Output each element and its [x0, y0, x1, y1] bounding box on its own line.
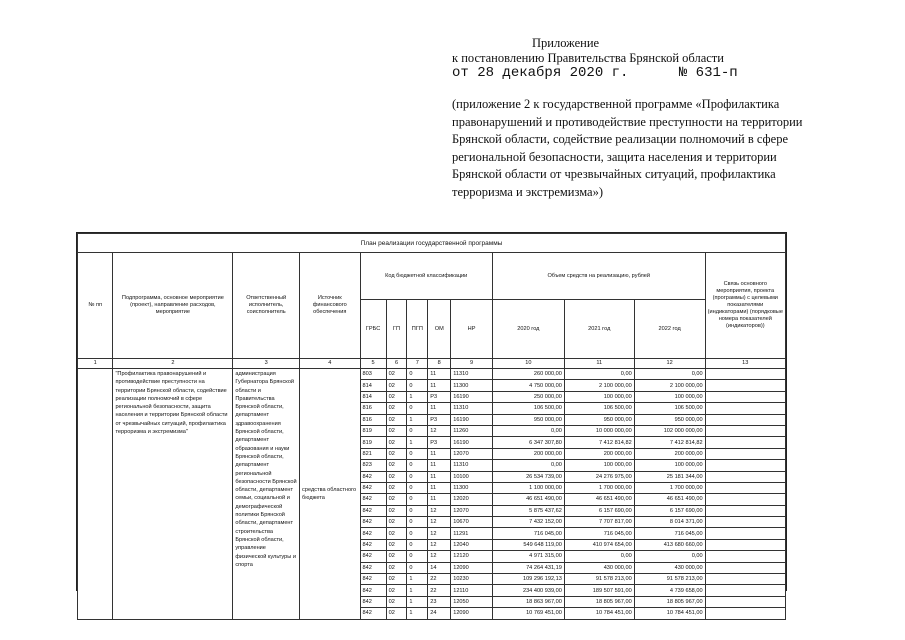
amount-2020-cell: 0,00 — [492, 460, 564, 471]
indicator-link-cell — [705, 369, 785, 380]
amount-2020-cell: 106 500,00 — [492, 403, 564, 414]
amount-2020-cell: 5 875 437,62 — [492, 505, 564, 516]
nr-cell: 11310 — [451, 369, 493, 380]
gp-cell: 02 — [386, 414, 407, 425]
amount-2021-cell: 91 578 213,00 — [564, 574, 634, 585]
grbs-cell: 816 — [360, 403, 386, 414]
gp-cell: 02 — [386, 551, 407, 562]
note-line: региональной безопасности, защита населения и территории — [452, 149, 777, 164]
amount-2020-cell: 18 863 967,00 — [492, 596, 564, 607]
amount-2020-cell: 260 000,00 — [492, 369, 564, 380]
nr-cell: 12090 — [451, 608, 493, 619]
grbs-cell: 816 — [360, 414, 386, 425]
om-cell: 12 — [428, 517, 451, 528]
amount-2021-cell: 10 000 000,00 — [564, 425, 634, 436]
amount-2021-cell: 100 000,00 — [564, 460, 634, 471]
amount-2022-cell: 46 651 490,00 — [634, 494, 705, 505]
plan-table-container — [76, 232, 787, 617]
gp-cell: 02 — [386, 482, 407, 493]
gp-cell: 02 — [386, 596, 407, 607]
om-cell: 11 — [428, 471, 451, 482]
amount-2020-cell: 74 264 431,19 — [492, 562, 564, 573]
amount-2020-cell: 950 000,00 — [492, 414, 564, 425]
nr-cell: 16190 — [451, 391, 493, 402]
grbs-cell: 814 — [360, 391, 386, 402]
nr-cell: 12110 — [451, 585, 493, 596]
column-number: 1 — [78, 359, 113, 369]
header-2022: 2022 год — [634, 300, 705, 359]
amount-2021-cell: 24 276 975,00 — [564, 471, 634, 482]
appendix-title: Приложение — [532, 36, 600, 50]
nr-cell: 16190 — [451, 414, 493, 425]
grbs-cell: 842 — [360, 562, 386, 573]
gp-cell: 02 — [386, 585, 407, 596]
gp-cell: 02 — [386, 494, 407, 505]
header-source: Источник финансового обеспечения — [300, 253, 360, 359]
indicator-link-cell — [705, 482, 785, 493]
pgp-cell: 1 — [407, 596, 428, 607]
amount-2020-cell: 716 045,00 — [492, 528, 564, 539]
column-number: 9 — [451, 359, 493, 369]
amount-2022-cell: 430 000,00 — [634, 562, 705, 573]
pgp-cell: 0 — [407, 460, 428, 471]
amount-2021-cell: 950 000,00 — [564, 414, 634, 425]
executor-cell: администрация Губернатора Брянской области и Правительства Брянской области, департамент здравоохранения Брянской области, департамент образования и науки Брянской области, департамент региональной безопасности Брянской области, департамент семьи, социальной и демографической политики Брянской области, департамент строительства Брянской области, управление физической культуры и спорта — [233, 369, 300, 620]
gp-cell: 02 — [386, 369, 407, 380]
gp-cell: 02 — [386, 460, 407, 471]
pgp-cell: 0 — [407, 403, 428, 414]
gp-cell: 02 — [386, 425, 407, 436]
pgp-cell: 0 — [407, 369, 428, 380]
amount-2021-cell: 46 651 490,00 — [564, 494, 634, 505]
amount-2020-cell: 4 971 315,00 — [492, 551, 564, 562]
pgp-cell: 0 — [407, 551, 428, 562]
amount-2022-cell: 8 014 371,00 — [634, 517, 705, 528]
pgp-cell: 0 — [407, 482, 428, 493]
column-number: 10 — [492, 359, 564, 369]
om-cell: 22 — [428, 574, 451, 585]
gp-cell: 02 — [386, 539, 407, 550]
om-cell: 12 — [428, 425, 451, 436]
gp-cell: 02 — [386, 608, 407, 619]
column-number: 6 — [386, 359, 407, 369]
grbs-cell: 842 — [360, 539, 386, 550]
header-kbk: Код бюджетной классификации — [360, 253, 492, 300]
amount-2021-cell: 18 805 967,00 — [564, 596, 634, 607]
column-number: 8 — [428, 359, 451, 369]
gp-cell: 02 — [386, 448, 407, 459]
indicator-link-cell — [705, 448, 785, 459]
amount-2021-cell: 2 100 000,00 — [564, 380, 634, 391]
amount-2021-cell: 0,00 — [564, 551, 634, 562]
indicator-link-cell — [705, 608, 785, 619]
indicator-link-cell — [705, 551, 785, 562]
amount-2021-cell: 100 000,00 — [564, 391, 634, 402]
amount-2021-cell: 7 707 817,00 — [564, 517, 634, 528]
amount-2021-cell: 189 507 591,00 — [564, 585, 634, 596]
gp-cell: 02 — [386, 505, 407, 516]
column-number: 11 — [564, 359, 634, 369]
indicator-link-cell — [705, 505, 785, 516]
pgp-cell: 1 — [407, 574, 428, 585]
pgp-cell: 1 — [407, 585, 428, 596]
amount-2022-cell: 25 181 344,00 — [634, 471, 705, 482]
amount-2021-cell: 716 045,00 — [564, 528, 634, 539]
header-2020: 2020 год — [492, 300, 564, 359]
nr-cell: 11300 — [451, 482, 493, 493]
plan-table-body — [78, 369, 786, 620]
amount-2022-cell: 200 000,00 — [634, 448, 705, 459]
nr-cell: 12040 — [451, 539, 493, 550]
column-numbers-row — [78, 359, 786, 369]
nr-cell: 10230 — [451, 574, 493, 585]
amount-2021-cell: 200 000,00 — [564, 448, 634, 459]
om-cell: 11 — [428, 482, 451, 493]
grbs-cell: 842 — [360, 585, 386, 596]
nr-cell: 11291 — [451, 528, 493, 539]
amount-2022-cell: 100 000,00 — [634, 391, 705, 402]
indicator-link-cell — [705, 403, 785, 414]
header-npp: № пп — [78, 253, 113, 359]
grbs-cell: 803 — [360, 369, 386, 380]
column-number: 2 — [113, 359, 233, 369]
om-cell: Р3 — [428, 437, 451, 448]
grbs-cell: 842 — [360, 551, 386, 562]
om-cell: 14 — [428, 562, 451, 573]
nr-cell: 11300 — [451, 380, 493, 391]
grbs-cell: 819 — [360, 425, 386, 436]
header-om: ОМ — [428, 300, 451, 359]
om-cell: 23 — [428, 596, 451, 607]
om-cell: 11 — [428, 380, 451, 391]
gp-cell: 02 — [386, 380, 407, 391]
om-cell: 11 — [428, 403, 451, 414]
amount-2022-cell: 18 805 967,00 — [634, 596, 705, 607]
om-cell: 11 — [428, 460, 451, 471]
om-cell: 11 — [428, 448, 451, 459]
header-2021: 2021 год — [564, 300, 634, 359]
gp-cell: 02 — [386, 471, 407, 482]
header-nr: НР — [451, 300, 493, 359]
gp-cell: 02 — [386, 391, 407, 402]
amount-2022-cell: 0,00 — [634, 551, 705, 562]
pgp-cell: 0 — [407, 471, 428, 482]
amount-2021-cell: 6 157 690,00 — [564, 505, 634, 516]
column-number: 3 — [233, 359, 300, 369]
nr-cell: 12120 — [451, 551, 493, 562]
om-cell: Р3 — [428, 391, 451, 402]
grbs-cell: 842 — [360, 494, 386, 505]
amount-2022-cell: 100 000,00 — [634, 460, 705, 471]
grbs-cell: 823 — [360, 460, 386, 471]
indicator-link-cell — [705, 562, 785, 573]
amount-2022-cell: 0,00 — [634, 369, 705, 380]
om-cell: Р3 — [428, 414, 451, 425]
gp-cell: 02 — [386, 517, 407, 528]
amount-2020-cell: 46 651 490,00 — [492, 494, 564, 505]
appendix-date-line — [452, 66, 782, 81]
amount-2021-cell: 430 000,00 — [564, 562, 634, 573]
amount-2022-cell: 6 157 690,00 — [634, 505, 705, 516]
header-executor: Ответственный исполнитель, соисполнитель — [233, 253, 300, 359]
indicator-link-cell — [705, 585, 785, 596]
plan-table — [77, 233, 786, 620]
amount-2021-cell: 1 700 000,00 — [564, 482, 634, 493]
date-prefix: от — [452, 65, 469, 81]
header-link: Связь основного мероприятия, проекта (программы) с целевыми показателями (индикаторами) (порядковые номера показателей (индикаторов)) — [705, 253, 785, 359]
pgp-cell: 1 — [407, 414, 428, 425]
nr-cell: 12020 — [451, 494, 493, 505]
grbs-cell: 842 — [360, 596, 386, 607]
om-cell: 12 — [428, 539, 451, 550]
amount-2022-cell: 4 739 658,00 — [634, 585, 705, 596]
indicator-link-cell — [705, 391, 785, 402]
program-note — [452, 96, 803, 201]
om-cell: 12 — [428, 528, 451, 539]
om-cell: 11 — [428, 369, 451, 380]
grbs-cell: 814 — [360, 380, 386, 391]
amount-2021-cell: 410 974 654,00 — [564, 539, 634, 550]
grbs-cell: 842 — [360, 608, 386, 619]
om-cell: 24 — [428, 608, 451, 619]
amount-2022-cell: 10 784 451,00 — [634, 608, 705, 619]
nr-cell: 11260 — [451, 425, 493, 436]
amount-2022-cell: 7 412 814,82 — [634, 437, 705, 448]
amount-2022-cell: 1 700 000,00 — [634, 482, 705, 493]
amount-2022-cell: 413 680 660,00 — [634, 539, 705, 550]
column-number: 7 — [407, 359, 428, 369]
pgp-cell: 0 — [407, 505, 428, 516]
pgp-cell: 1 — [407, 437, 428, 448]
header-pgp: ПГП — [407, 300, 428, 359]
program-name-cell: "Профилактика правонарушений и противодействие преступности на территории Брянской области, содействие реализации полномочий в сфере региональной безопасности, защита населения и территории Брянской области от чрезвычайных ситуаций, профилактика терроризма и экстремизма" — [113, 369, 233, 620]
amount-2020-cell: 26 534 739,00 — [492, 471, 564, 482]
plan-table-title: План реализации государственной программы — [78, 234, 786, 253]
indicator-link-cell — [705, 425, 785, 436]
amount-2022-cell: 91 578 213,00 — [634, 574, 705, 585]
resolution-date: 28 декабря 2020 г. — [477, 65, 629, 81]
grbs-cell: 842 — [360, 482, 386, 493]
indicator-link-cell — [705, 414, 785, 425]
gp-cell: 02 — [386, 574, 407, 585]
note-line: Брянской области от чрезвычайных ситуаций, профилактика — [452, 167, 776, 181]
pgp-cell: 1 — [407, 391, 428, 402]
amount-2020-cell: 7 432 152,00 — [492, 517, 564, 528]
note-line: терроризма и экстремизма») — [452, 184, 604, 199]
amount-2020-cell: 549 648 119,00 — [492, 539, 564, 550]
grbs-cell: 842 — [360, 505, 386, 516]
indicator-link-cell — [705, 574, 785, 585]
amount-2022-cell: 106 500,00 — [634, 403, 705, 414]
nr-cell: 12070 — [451, 505, 493, 516]
indicator-link-cell — [705, 528, 785, 539]
amount-2022-cell: 716 045,00 — [634, 528, 705, 539]
row-number-cell — [78, 369, 113, 620]
column-number: 13 — [705, 359, 785, 369]
header-volume: Объем средств на реализацию, рублей — [492, 253, 705, 300]
amount-2020-cell: 109 296 192,13 — [492, 574, 564, 585]
amount-2020-cell: 250 000,00 — [492, 391, 564, 402]
grbs-cell: 842 — [360, 471, 386, 482]
nr-cell: 11310 — [451, 403, 493, 414]
amount-2021-cell: 106 500,00 — [564, 403, 634, 414]
indicator-link-cell — [705, 539, 785, 550]
indicator-link-cell — [705, 380, 785, 391]
nr-cell: 11310 — [451, 460, 493, 471]
amount-2020-cell: 200 000,00 — [492, 448, 564, 459]
amount-2022-cell: 950 000,00 — [634, 414, 705, 425]
nr-cell: 12050 — [451, 596, 493, 607]
grbs-cell: 842 — [360, 528, 386, 539]
amount-2020-cell: 4 750 000,00 — [492, 380, 564, 391]
amount-2022-cell: 2 100 000,00 — [634, 380, 705, 391]
pgp-cell: 0 — [407, 517, 428, 528]
gp-cell: 02 — [386, 437, 407, 448]
om-cell: 11 — [428, 494, 451, 505]
pgp-cell: 0 — [407, 494, 428, 505]
gp-cell: 02 — [386, 403, 407, 414]
amount-2021-cell: 0,00 — [564, 369, 634, 380]
gp-cell: 02 — [386, 528, 407, 539]
note-line: (приложение 2 к государственной программе «Профилактика — [452, 97, 780, 111]
column-number: 5 — [360, 359, 386, 369]
table-row — [78, 369, 786, 380]
amount-2020-cell: 6 347 307,80 — [492, 437, 564, 448]
header-grbs: ГРБС — [360, 300, 386, 359]
indicator-link-cell — [705, 517, 785, 528]
om-cell: 22 — [428, 585, 451, 596]
appendix-resolution-line: к постановлению Правительства Брянской области — [452, 51, 724, 65]
nr-cell: 12070 — [451, 448, 493, 459]
grbs-cell: 842 — [360, 574, 386, 585]
nr-cell: 10670 — [451, 517, 493, 528]
appendix-header — [452, 36, 782, 81]
indicator-link-cell — [705, 460, 785, 471]
grbs-cell: 819 — [360, 437, 386, 448]
pgp-cell: 0 — [407, 425, 428, 436]
grbs-cell: 821 — [360, 448, 386, 459]
indicator-link-cell — [705, 494, 785, 505]
amount-2020-cell: 10 769 451,00 — [492, 608, 564, 619]
pgp-cell: 0 — [407, 562, 428, 573]
amount-2021-cell: 10 784 451,00 — [564, 608, 634, 619]
pgp-cell: 0 — [407, 448, 428, 459]
amount-2020-cell: 234 400 939,00 — [492, 585, 564, 596]
funding-source-cell: средства областного бюджета — [300, 369, 360, 620]
pgp-cell: 0 — [407, 528, 428, 539]
amount-2020-cell: 1 100 000,00 — [492, 482, 564, 493]
nr-cell: 10100 — [451, 471, 493, 482]
note-line: Брянской области, содействие реализации полномочий в сфере — [452, 132, 788, 146]
om-cell: 12 — [428, 551, 451, 562]
indicator-link-cell — [705, 437, 785, 448]
indicator-link-cell — [705, 596, 785, 607]
pgp-cell: 0 — [407, 380, 428, 391]
grbs-cell: 842 — [360, 517, 386, 528]
resolution-number: № 631-п — [678, 65, 738, 81]
gp-cell: 02 — [386, 562, 407, 573]
om-cell: 12 — [428, 505, 451, 516]
pgp-cell: 0 — [407, 539, 428, 550]
nr-cell: 16190 — [451, 437, 493, 448]
amount-2021-cell: 7 412 814,82 — [564, 437, 634, 448]
column-number: 12 — [634, 359, 705, 369]
header-program: Подпрограмма, основное мероприятие (проект), направление расходов, мероприятие — [113, 253, 233, 359]
nr-cell: 12090 — [451, 562, 493, 573]
pgp-cell: 1 — [407, 608, 428, 619]
note-line: правонарушений и противодействие преступности на территории — [452, 114, 803, 129]
amount-2020-cell: 0,00 — [492, 425, 564, 436]
column-number: 4 — [300, 359, 360, 369]
header-gp: ГП — [386, 300, 407, 359]
amount-2022-cell: 102 000 000,00 — [634, 425, 705, 436]
indicator-link-cell — [705, 471, 785, 482]
